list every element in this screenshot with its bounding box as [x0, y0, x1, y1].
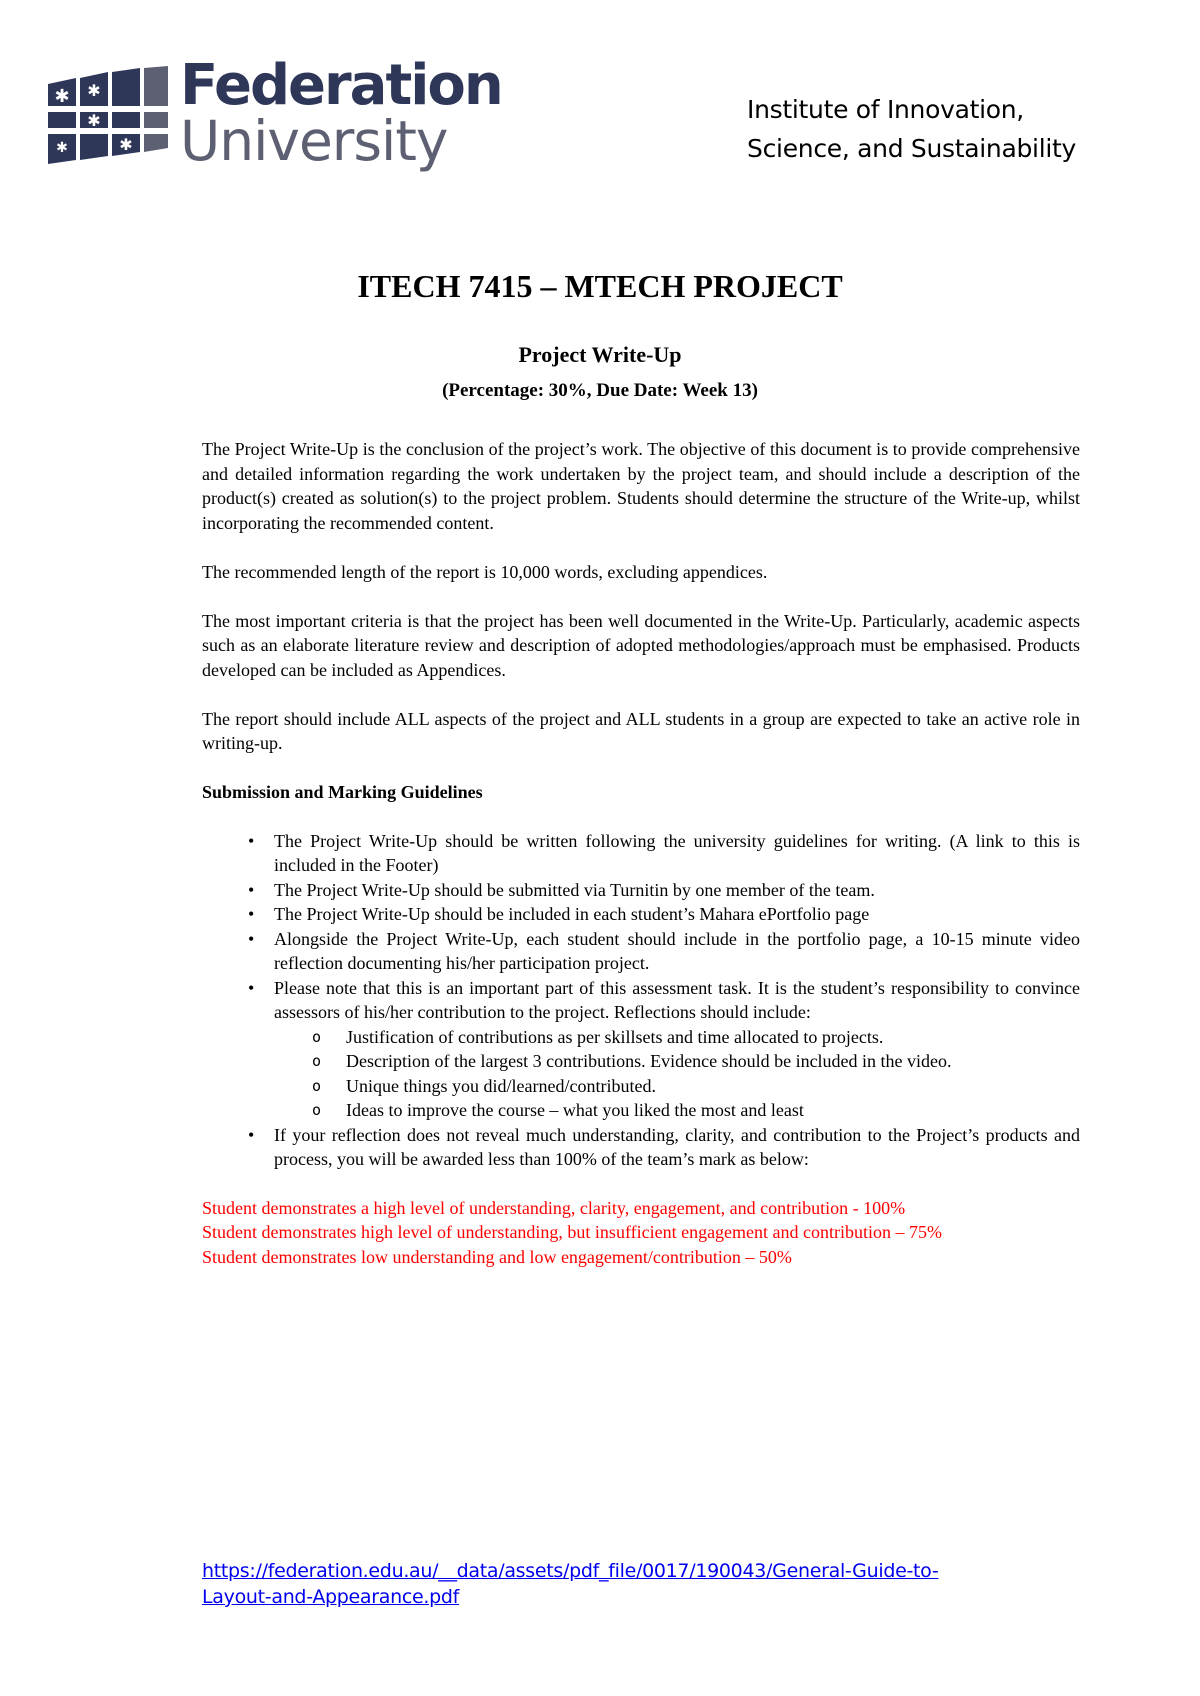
institute-line-1: Institute of Innovation,	[747, 95, 1024, 124]
list-item	[202, 976, 1080, 1123]
marking-line-100: Student demonstrates a high level of understanding, clarity, engagement, and contribution - 100%	[202, 1197, 906, 1218]
bullet-icon: •	[248, 928, 255, 949]
list-item	[202, 878, 1080, 903]
marking-line-50: Student demonstrates low understanding and low engagement/contribution – 50%	[202, 1246, 792, 1267]
institute-name	[747, 90, 1076, 168]
bullet-icon: •	[248, 830, 255, 851]
document-body	[202, 437, 1080, 1269]
federation-university-logo	[46, 53, 502, 190]
svg-text:✱: ✱	[87, 111, 101, 130]
percentage-due-date: (Percentage: 30%, Due Date: Week 13)	[442, 380, 758, 401]
bullet-icon: •	[248, 879, 255, 900]
bullet-icon: •	[248, 1124, 255, 1145]
reflection-sublist	[274, 1025, 1080, 1123]
bullet-icon: •	[248, 904, 255, 924]
list-item-text: Alongside the Project Write-Up, each student should include in the portfolio page, a 10-15 minute video reflection documenting his/her participation project.	[274, 928, 1080, 973]
logo-wordmark-federation: Federation	[180, 53, 502, 118]
marking-scale	[202, 1196, 1080, 1270]
footer-link-line-1[interactable]: https://federation.edu.au/__data/assets/pdf_file/0017/190043/General-Guide-to-	[202, 1560, 939, 1582]
list-item	[202, 829, 1080, 878]
paragraph-length: The recommended length of the report is 10,000 words, excluding appendices.	[202, 561, 768, 582]
guidelines-list	[202, 829, 1080, 1172]
list-item-text: The Project Write-Up should be written following the university guidelines for writing. (A link to this is included in the Footer)	[274, 830, 1080, 875]
sublist-item-text: Description of the largest 3 contributions. Evidence should be included in the video.	[346, 1051, 952, 1071]
svg-text:✱: ✱	[54, 86, 70, 107]
marking-line-75: Student demonstrates high level of understanding, but insufficient engagement and contribution – 75%	[202, 1222, 943, 1242]
guidelines-footer-link[interactable]	[202, 1558, 1062, 1610]
flag-icon	[46, 64, 170, 168]
list-item	[202, 902, 1080, 927]
sub-bullet-icon: o	[312, 1027, 322, 1046]
sub-bullet-icon: o	[312, 1076, 322, 1095]
svg-text:✱: ✱	[87, 81, 101, 100]
list-item-text: The Project Write-Up should be included in each student’s Mahara ePortfolio page	[274, 904, 870, 924]
section-heading: Submission and Marking Guidelines	[202, 782, 483, 802]
paragraph-participation: The report should include ALL aspects of the project and ALL students in a group are expected to take an active role in writing-up.	[202, 708, 1080, 753]
sublist-item-text: Unique things you did/learned/contributed.	[346, 1075, 656, 1096]
list-item-text: If your reflection does not reveal much understanding, clarity, and contribution to the Project’s products and process, you will be awarded less than 100% of the team’s mark as below:	[274, 1124, 1080, 1169]
list-item	[202, 1123, 1080, 1172]
paragraph-criteria: The most important criteria is that the project has been well documented in the Write-Up. Particularly, academic aspects such as an elaborate literature review and description of adopted methodologies/approach must be emphasised. Products developed can be included as Appendices.	[202, 610, 1080, 680]
sublist-item	[274, 1025, 1080, 1050]
list-item-text: The Project Write-Up should be submitted via Turnitin by one member of the team.	[274, 879, 875, 900]
sublist-item-text: Justification of contributions as per skillsets and time allocated to projects.	[346, 1026, 884, 1047]
sub-bullet-icon: o	[312, 1052, 322, 1070]
sublist-item-text: Ideas to improve the course – what you liked the most and least	[346, 1100, 804, 1120]
document-title: ITECH 7415 – MTECH PROJECT	[357, 268, 843, 304]
institute-line-2: Science, and Sustainability	[747, 134, 1076, 163]
list-item	[202, 927, 1080, 976]
sublist-item	[274, 1049, 1080, 1074]
paragraph-intro: The Project Write-Up is the conclusion of the project’s work. The objective of this document is to provide comprehensive and detailed information regarding the work undertaken by the project team, and should include a description of the product(s) created as solution(s) to the project problem. Students should determine the structure of the Write-up, whilst incorporating the recommended content.	[202, 439, 1080, 533]
sub-bullet-icon: o	[312, 1101, 322, 1119]
list-item-text: Please note that this is an important part of this assessment task. It is the student’s responsibility to convince assessors of his/her contribution to the project. Reflections should include:	[274, 977, 1080, 1022]
bullet-icon: •	[248, 977, 255, 998]
svg-text:✱: ✱	[56, 140, 68, 156]
document-subtitle: Project Write-Up	[518, 342, 682, 367]
svg-text:✱: ✱	[119, 135, 133, 154]
footer-link-line-2[interactable]: Layout-and-Appearance.pdf	[202, 1586, 460, 1608]
sublist-item	[274, 1074, 1080, 1099]
sublist-item	[274, 1098, 1080, 1123]
logo-wordmark-university: University	[180, 109, 448, 173]
